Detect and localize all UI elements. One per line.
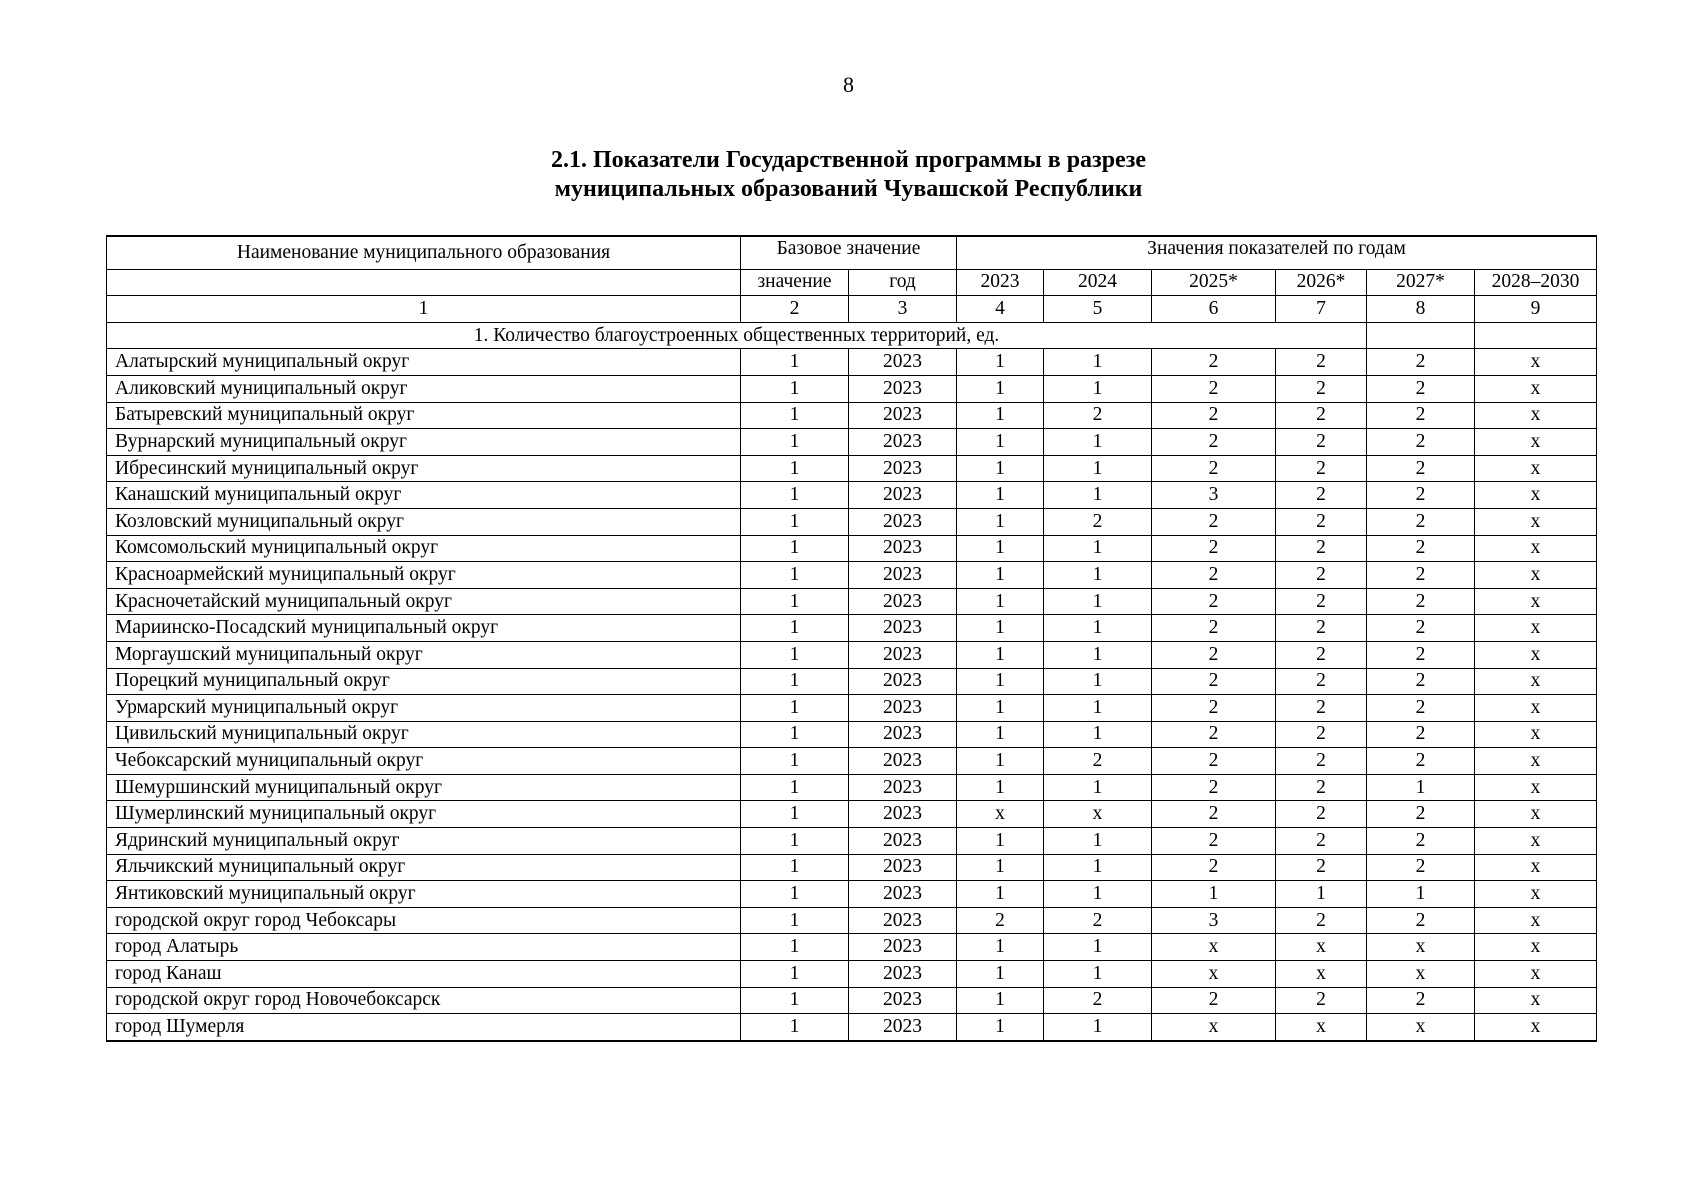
header-base-year: год [849,269,957,296]
title-line-1: 2.1. Показатели Государственной программы в разрезе [550,147,1146,173]
value-2025-cell: 2 [1152,721,1276,748]
value-2026-cell: 2 [1276,721,1367,748]
value-2028-2030-cell: х [1475,535,1597,562]
base-value-cell: 1 [741,668,849,695]
value-2026-cell: 2 [1276,429,1367,456]
base-year-cell: 2023 [849,482,957,509]
value-2024-cell: 1 [1044,854,1152,881]
value-2023-cell: 1 [957,748,1044,775]
value-2028-2030-cell: х [1475,1014,1597,1041]
value-2025-cell: 2 [1152,801,1276,828]
base-year-cell: 2023 [849,774,957,801]
base-value-cell: 1 [741,349,849,376]
value-2026-cell: 2 [1276,854,1367,881]
column-number: 6 [1152,296,1276,323]
value-2028-2030-cell: х [1475,907,1597,934]
base-value-cell: 1 [741,508,849,535]
value-2025-cell: 2 [1152,695,1276,722]
base-value-cell: 1 [741,641,849,668]
table-row [107,934,1597,961]
value-2024-cell: 1 [1044,455,1152,482]
value-2027-cell: 2 [1367,482,1475,509]
value-2026-cell: 2 [1276,907,1367,934]
table-row [107,482,1597,509]
header-year-2: 2024 [1044,269,1152,296]
value-2024-cell: 1 [1044,429,1152,456]
municipality-name-cell: Батыревский муниципальный округ [107,402,741,429]
base-year-cell: 2023 [849,695,957,722]
base-year-cell: 2023 [849,748,957,775]
table-row [107,455,1597,482]
header-years-group-cell: Значения показателей по годам [957,236,1597,269]
column-number: 5 [1044,296,1152,323]
base-year-cell: 2023 [849,535,957,562]
value-2028-2030-cell: х [1475,695,1597,722]
value-2026-cell: 1 [1276,881,1367,908]
table-row [107,562,1597,589]
municipality-name-cell: Порецкий муниципальный округ [107,668,741,695]
column-number: 1 [107,296,741,323]
municipality-name-cell: город Канаш [107,961,741,988]
municipality-name-cell: Козловский муниципальный округ [107,508,741,535]
base-value-cell: 1 [741,429,849,456]
base-year-cell: 2023 [849,987,957,1014]
value-2026-cell: 2 [1276,801,1367,828]
value-2027-cell: 2 [1367,535,1475,562]
municipality-name-cell: городской округ город Новочебоксарск [107,987,741,1014]
table-row [107,854,1597,881]
column-number: 2 [741,296,849,323]
table-row [107,695,1597,722]
base-value-cell: 1 [741,987,849,1014]
base-year-cell: 2023 [849,455,957,482]
section-row [107,322,1597,349]
value-2023-cell: 1 [957,641,1044,668]
value-2024-cell: 2 [1044,508,1152,535]
value-2028-2030-cell: х [1475,721,1597,748]
value-2027-cell: х [1367,1014,1475,1041]
value-2027-cell: 2 [1367,828,1475,855]
header-base-cell: Базовое значение [741,236,957,269]
value-2024-cell: 2 [1044,748,1152,775]
column-number: 9 [1475,296,1597,323]
value-2025-cell: 2 [1152,535,1276,562]
table-row [107,429,1597,456]
value-2024-cell: 1 [1044,615,1152,642]
value-2025-cell: 2 [1152,774,1276,801]
value-2024-cell: 1 [1044,482,1152,509]
value-2027-cell: 2 [1367,987,1475,1014]
value-2028-2030-cell: х [1475,429,1597,456]
header-name-continuation [107,269,741,296]
municipality-name-cell: городской округ город Чебоксары [107,907,741,934]
value-2024-cell: 1 [1044,668,1152,695]
municipality-name-cell: Чебоксарский муниципальный округ [107,748,741,775]
value-2027-cell: 2 [1367,429,1475,456]
value-2025-cell: 2 [1152,615,1276,642]
value-2026-cell: 2 [1276,774,1367,801]
value-2023-cell: 1 [957,375,1044,402]
base-year-cell: 2023 [849,641,957,668]
value-2026-cell: х [1276,961,1367,988]
column-number: 3 [849,296,957,323]
value-2023-cell: 1 [957,854,1044,881]
value-2025-cell: х [1152,934,1276,961]
header-name-cell: Наименование муниципального образования [107,236,741,269]
section-title: 1. Количество благоустроенных общественных территорий, ед. [107,322,1367,349]
value-2028-2030-cell: х [1475,668,1597,695]
base-year-cell: 2023 [849,668,957,695]
value-2026-cell: 2 [1276,695,1367,722]
value-2026-cell: 2 [1276,402,1367,429]
base-year-cell: 2023 [849,375,957,402]
table-row [107,721,1597,748]
value-2024-cell: 1 [1044,349,1152,376]
value-2023-cell: 1 [957,455,1044,482]
value-2025-cell: 2 [1152,641,1276,668]
table-body [107,236,1597,1041]
value-2023-cell: 1 [957,987,1044,1014]
base-year-cell: 2023 [849,907,957,934]
value-2028-2030-cell: х [1475,375,1597,402]
base-value-cell: 1 [741,455,849,482]
value-2025-cell: х [1152,1014,1276,1041]
value-2025-cell: 2 [1152,668,1276,695]
base-value-cell: 1 [741,482,849,509]
base-value-cell: 1 [741,562,849,589]
value-2027-cell: 2 [1367,668,1475,695]
value-2023-cell: 1 [957,668,1044,695]
value-2028-2030-cell: х [1475,828,1597,855]
municipality-name-cell: Красноармейский муниципальный округ [107,562,741,589]
value-2024-cell: 1 [1044,881,1152,908]
value-2028-2030-cell: х [1475,801,1597,828]
value-2025-cell: 2 [1152,455,1276,482]
table-row [107,828,1597,855]
value-2028-2030-cell: х [1475,615,1597,642]
header-row-2 [107,269,1597,296]
value-2023-cell: 2 [957,907,1044,934]
value-2023-cell: 1 [957,934,1044,961]
table-row [107,1014,1597,1041]
value-2028-2030-cell: х [1475,748,1597,775]
value-2023-cell: 1 [957,1014,1044,1041]
base-year-cell: 2023 [849,349,957,376]
value-2028-2030-cell: х [1475,588,1597,615]
municipality-name-cell: город Алатырь [107,934,741,961]
value-2028-2030-cell: х [1475,961,1597,988]
municipality-name-cell: Красночетайский муниципальный округ [107,588,741,615]
value-2024-cell: 1 [1044,1014,1152,1041]
column-number: 4 [957,296,1044,323]
value-2023-cell: 1 [957,429,1044,456]
value-2024-cell: 1 [1044,695,1152,722]
value-2025-cell: 3 [1152,907,1276,934]
value-2026-cell: 2 [1276,748,1367,775]
page-number: 8 [843,72,854,97]
value-2025-cell: 2 [1152,987,1276,1014]
value-2028-2030-cell: х [1475,854,1597,881]
indicators-table [106,235,1597,1042]
value-2026-cell: 2 [1276,375,1367,402]
value-2023-cell: 1 [957,961,1044,988]
table-row [107,748,1597,775]
value-2024-cell: 2 [1044,402,1152,429]
base-year-cell: 2023 [849,562,957,589]
municipality-name-cell: Цивильский муниципальный округ [107,721,741,748]
value-2026-cell: 2 [1276,615,1367,642]
value-2026-cell: 2 [1276,535,1367,562]
value-2023-cell: 1 [957,482,1044,509]
value-2028-2030-cell: х [1475,508,1597,535]
municipality-name-cell: Янтиковский муниципальный округ [107,881,741,908]
table-row [107,801,1597,828]
municipality-name-cell: Вурнарский муниципальный округ [107,429,741,456]
table-row [107,881,1597,908]
base-value-cell: 1 [741,801,849,828]
value-2023-cell: 1 [957,562,1044,589]
value-2024-cell: 1 [1044,641,1152,668]
base-year-cell: 2023 [849,721,957,748]
value-2023-cell: 1 [957,402,1044,429]
value-2024-cell: 1 [1044,588,1152,615]
table-row [107,774,1597,801]
value-2027-cell: х [1367,934,1475,961]
base-value-cell: 1 [741,695,849,722]
base-year-cell: 2023 [849,854,957,881]
header-year-1: 2023 [957,269,1044,296]
base-value-cell: 1 [741,1014,849,1041]
value-2028-2030-cell: х [1475,562,1597,589]
municipality-name-cell: Алатырский муниципальный округ [107,349,741,376]
value-2028-2030-cell: х [1475,482,1597,509]
value-2024-cell: 1 [1044,828,1152,855]
value-2027-cell: 2 [1367,375,1475,402]
value-2026-cell: 2 [1276,987,1367,1014]
municipality-name-cell: Урмарский муниципальный округ [107,695,741,722]
column-number: 7 [1276,296,1367,323]
value-2024-cell: 2 [1044,987,1152,1014]
base-year-cell: 2023 [849,615,957,642]
table-row [107,615,1597,642]
table-row [107,375,1597,402]
base-year-cell: 2023 [849,961,957,988]
municipality-name-cell: Комсомольский муниципальный округ [107,535,741,562]
base-value-cell: 1 [741,907,849,934]
value-2026-cell: 2 [1276,828,1367,855]
municipality-name-cell: город Шумерля [107,1014,741,1041]
municipality-name-cell: Мариинско-Посадский муниципальный округ [107,615,741,642]
value-2024-cell: 1 [1044,934,1152,961]
base-value-cell: 1 [741,774,849,801]
value-2027-cell: 2 [1367,854,1475,881]
value-2027-cell: 2 [1367,562,1475,589]
value-2024-cell: 1 [1044,721,1152,748]
value-2028-2030-cell: х [1475,987,1597,1014]
header-year-6: 2028–2030 [1475,269,1597,296]
table-row [107,641,1597,668]
value-2023-cell: 1 [957,828,1044,855]
value-2028-2030-cell: х [1475,774,1597,801]
table-row [107,402,1597,429]
municipality-name-cell: Шемуршинский муниципальный округ [107,774,741,801]
value-2026-cell: х [1276,934,1367,961]
value-2024-cell: 1 [1044,961,1152,988]
value-2024-cell: 1 [1044,535,1152,562]
base-value-cell: 1 [741,961,849,988]
table-row [107,508,1597,535]
value-2027-cell: 2 [1367,721,1475,748]
municipality-name-cell: Аликовский муниципальный округ [107,375,741,402]
base-year-cell: 2023 [849,801,957,828]
value-2024-cell: 1 [1044,562,1152,589]
municipality-name-cell: Шумерлинский муниципальный округ [107,801,741,828]
value-2024-cell: 1 [1044,375,1152,402]
value-2027-cell: 1 [1367,881,1475,908]
value-2023-cell: х [957,801,1044,828]
header-year-3: 2025* [1152,269,1276,296]
value-2023-cell: 1 [957,535,1044,562]
column-number: 8 [1367,296,1475,323]
table-row [107,987,1597,1014]
base-value-cell: 1 [741,934,849,961]
header-year-5: 2027* [1367,269,1475,296]
municipality-name-cell: Яльчикский муниципальный округ [107,854,741,881]
table-row [107,588,1597,615]
base-year-cell: 2023 [849,588,957,615]
value-2026-cell: 2 [1276,349,1367,376]
value-2027-cell: х [1367,961,1475,988]
value-2028-2030-cell: х [1475,402,1597,429]
value-2024-cell: 1 [1044,774,1152,801]
municipality-name-cell: Моргаушский муниципальный округ [107,641,741,668]
value-2028-2030-cell: х [1475,349,1597,376]
value-2023-cell: 1 [957,615,1044,642]
value-2025-cell: х [1152,961,1276,988]
base-value-cell: 1 [741,881,849,908]
table-row [107,535,1597,562]
base-year-cell: 2023 [849,828,957,855]
value-2025-cell: 2 [1152,588,1276,615]
value-2027-cell: 2 [1367,801,1475,828]
value-2025-cell: 2 [1152,402,1276,429]
value-2026-cell: 2 [1276,482,1367,509]
base-value-cell: 1 [741,535,849,562]
section-empty-cell [1367,322,1475,349]
base-year-cell: 2023 [849,508,957,535]
value-2023-cell: 1 [957,349,1044,376]
value-2025-cell: 3 [1152,482,1276,509]
municipality-name-cell: Ядринский муниципальный округ [107,828,741,855]
base-value-cell: 1 [741,588,849,615]
value-2027-cell: 2 [1367,588,1475,615]
base-value-cell: 1 [741,615,849,642]
value-2025-cell: 2 [1152,375,1276,402]
value-2026-cell: 2 [1276,562,1367,589]
value-2025-cell: 2 [1152,828,1276,855]
header-row-1 [107,236,1597,269]
base-value-cell: 1 [741,748,849,775]
base-value-cell: 1 [741,721,849,748]
value-2024-cell: х [1044,801,1152,828]
value-2023-cell: 1 [957,881,1044,908]
base-value-cell: 1 [741,854,849,881]
value-2028-2030-cell: х [1475,881,1597,908]
value-2027-cell: 2 [1367,907,1475,934]
base-year-cell: 2023 [849,934,957,961]
value-2028-2030-cell: х [1475,641,1597,668]
document-title [0,146,1697,204]
value-2027-cell: 1 [1367,774,1475,801]
value-2027-cell: 2 [1367,641,1475,668]
value-2023-cell: 1 [957,774,1044,801]
value-2027-cell: 2 [1367,508,1475,535]
value-2026-cell: 2 [1276,668,1367,695]
title-line-2: муниципальных образований Чувашской Республики [554,176,1143,202]
value-2027-cell: 2 [1367,748,1475,775]
value-2025-cell: 2 [1152,349,1276,376]
value-2025-cell: 2 [1152,854,1276,881]
municipality-name-cell: Канашский муниципальный округ [107,482,741,509]
base-year-cell: 2023 [849,1014,957,1041]
base-year-cell: 2023 [849,402,957,429]
value-2024-cell: 2 [1044,907,1152,934]
value-2025-cell: 2 [1152,429,1276,456]
value-2023-cell: 1 [957,588,1044,615]
value-2025-cell: 2 [1152,508,1276,535]
section-empty-cell [1475,322,1597,349]
column-number-row [107,296,1597,323]
base-value-cell: 1 [741,402,849,429]
header-year-4: 2026* [1276,269,1367,296]
value-2026-cell: 2 [1276,455,1367,482]
value-2027-cell: 2 [1367,402,1475,429]
base-year-cell: 2023 [849,881,957,908]
value-2026-cell: 2 [1276,641,1367,668]
table-row [107,907,1597,934]
table-row [107,961,1597,988]
value-2025-cell: 2 [1152,562,1276,589]
base-value-cell: 1 [741,375,849,402]
value-2028-2030-cell: х [1475,934,1597,961]
header-base-value: значение [741,269,849,296]
value-2023-cell: 1 [957,695,1044,722]
value-2028-2030-cell: х [1475,455,1597,482]
value-2023-cell: 1 [957,721,1044,748]
value-2027-cell: 2 [1367,349,1475,376]
table-row [107,668,1597,695]
municipality-name-cell: Ибресинский муниципальный округ [107,455,741,482]
value-2026-cell: х [1276,1014,1367,1041]
value-2027-cell: 2 [1367,455,1475,482]
table-row [107,349,1597,376]
value-2026-cell: 2 [1276,588,1367,615]
value-2023-cell: 1 [957,508,1044,535]
value-2027-cell: 2 [1367,695,1475,722]
value-2025-cell: 2 [1152,748,1276,775]
value-2026-cell: 2 [1276,508,1367,535]
base-year-cell: 2023 [849,429,957,456]
value-2027-cell: 2 [1367,615,1475,642]
value-2025-cell: 1 [1152,881,1276,908]
base-value-cell: 1 [741,828,849,855]
